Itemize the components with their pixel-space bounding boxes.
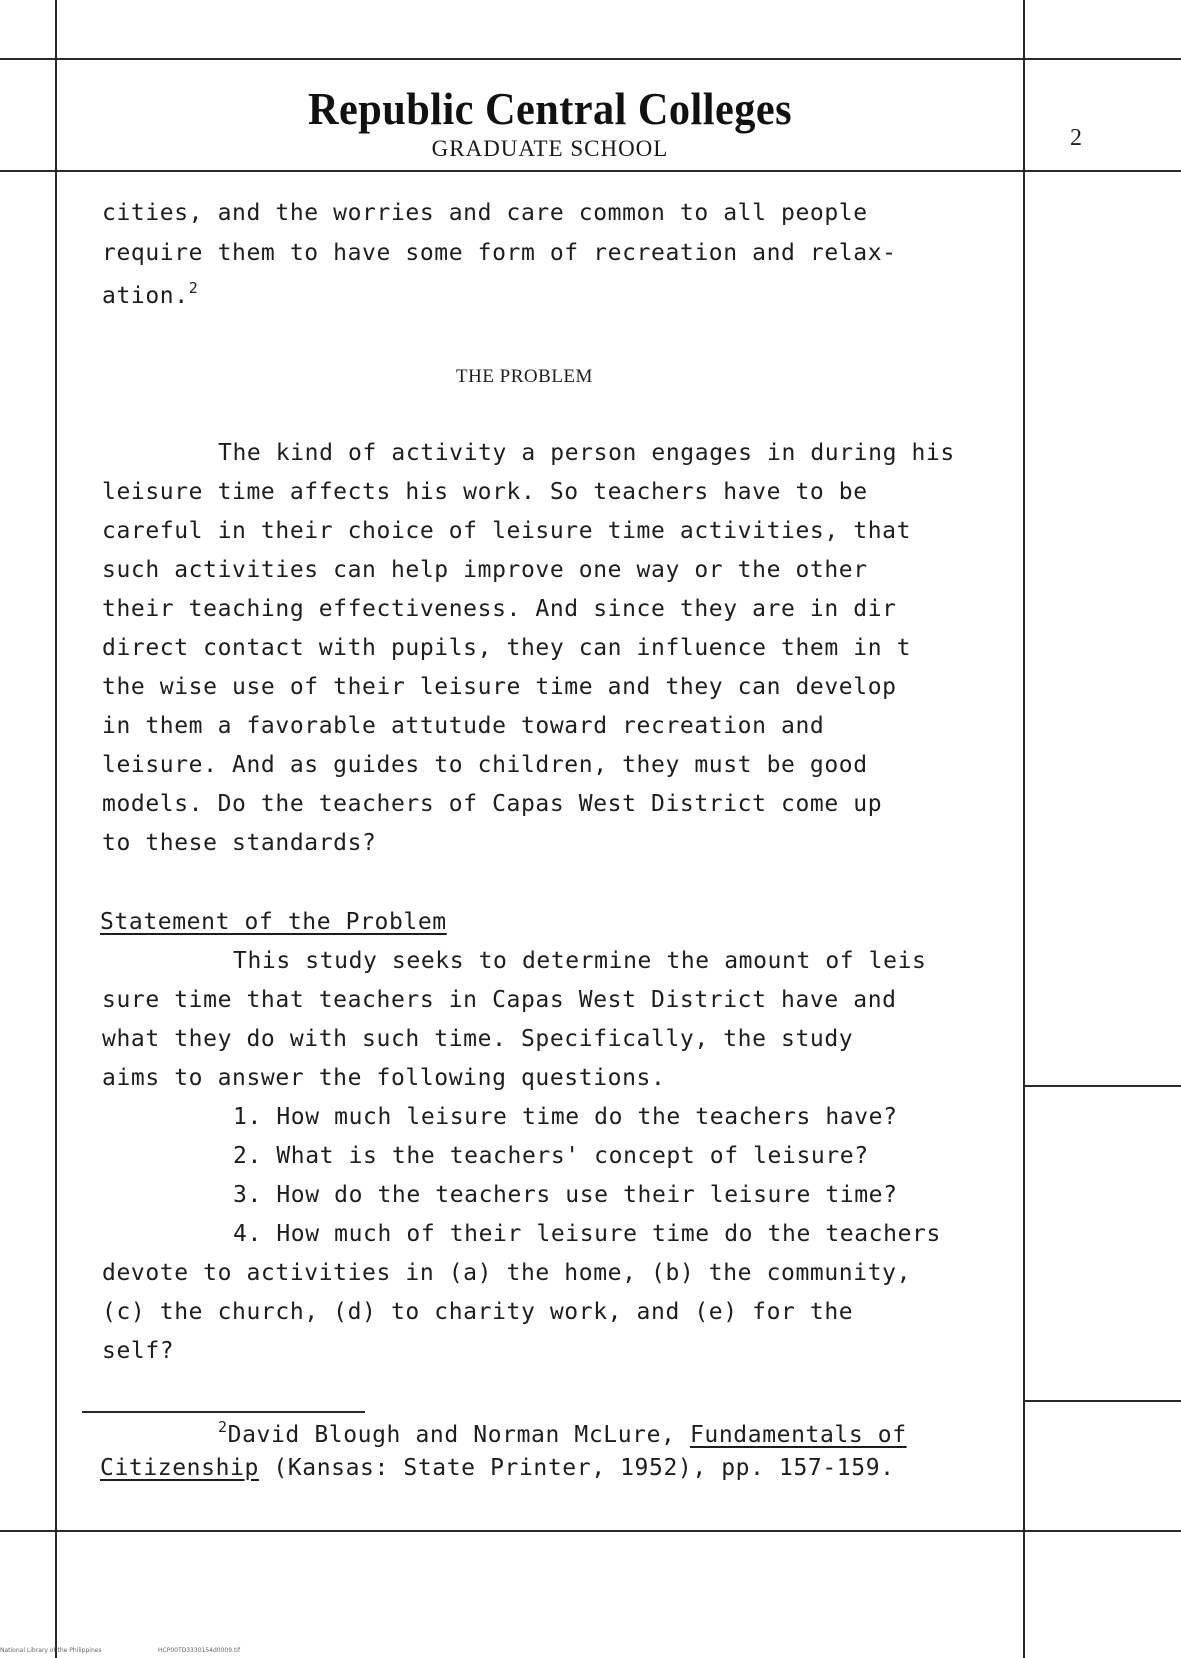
right-margin-rule-2 [1023, 1400, 1181, 1402]
graduate-school-label: GRADUATE SCHOOL [431, 136, 669, 161]
question-continuation: (c) the church, (d) to charity work, and (e) for the [102, 1299, 854, 1325]
problem-line: models. Do the teachers of Capas West District come up [102, 791, 883, 817]
intro-line-text: ation. [102, 283, 189, 309]
bottom-rule [0, 1530, 1181, 1532]
footnote-authors: David Blough and Norman McLure, [227, 1422, 690, 1448]
statement-line: sure time that teachers in Capas West District have and [102, 987, 897, 1013]
question-continuation: self? [102, 1338, 175, 1364]
problem-line: leisure. And as guides to children, they must be good [102, 752, 868, 778]
problem-line: careful in their choice of leisure time activities, that [102, 518, 912, 544]
question-item: 4. How much of their leisure time do the teachers [233, 1221, 941, 1247]
footnote-mark: 2 [218, 1418, 228, 1436]
footnote-publication: (Kansas: State Printer, 1952), pp. 157-159. [258, 1455, 895, 1481]
footnote-title-cont: Citizenship [100, 1455, 259, 1481]
intro-line: require them to have some form of recreation and relax- [102, 240, 897, 266]
footnote-ref: 2 [188, 279, 199, 297]
footnote-title: Fundamentals of [689, 1422, 907, 1448]
statement-line: aims to answer the following questions. [102, 1065, 666, 1091]
question-item: 2. What is the teachers' concept of leisure? [233, 1143, 869, 1169]
problem-line: direct contact with pupils, they can influence them in t [102, 635, 912, 661]
footnote-line-2 [100, 1455, 895, 1481]
statement-line: what they do with such time. Specifically, the study [102, 1026, 854, 1052]
problem-line: the wise use of their leisure time and they can develop [102, 674, 897, 700]
page-number: 2 [1070, 125, 1082, 151]
intro-line [102, 279, 198, 309]
problem-line: their teaching effectiveness. And since they are in dir [102, 596, 897, 622]
intro-line: cities, and the worries and care common to all people [102, 200, 868, 226]
question-item: 3. How do the teachers use their leisure time? [233, 1182, 898, 1208]
scan-file-code: HCP00TD3330154d0009.tif [158, 1647, 241, 1654]
problem-heading: THE PROBLEM [456, 366, 593, 387]
problem-line: The kind of activity a person engages in during his [218, 440, 955, 466]
problem-line: such activities can help improve one way or the other [102, 557, 868, 583]
problem-line: leisure time affects his work. So teachers have to be [102, 479, 868, 505]
library-credit: National Library of the Philippines [0, 1647, 102, 1654]
header-rule [0, 170, 1181, 172]
statement-heading: Statement of the Problem [100, 909, 447, 935]
question-item: 1. How much leisure time do the teachers have? [233, 1104, 898, 1130]
school-name: Republic Central Colleges [307, 83, 793, 134]
right-rule [1023, 0, 1025, 1658]
question-continuation: devote to activities in (a) the home, (b) the community, [102, 1260, 912, 1286]
left-rule [55, 0, 57, 1658]
footnote-line-1 [218, 1418, 907, 1448]
statement-line: This study seeks to determine the amount of leis [233, 948, 927, 974]
right-margin-rule [1023, 1085, 1181, 1087]
problem-line: to these standards? [102, 830, 377, 856]
problem-line: in them a favorable attutude toward recreation and [102, 713, 825, 739]
top-rule [0, 58, 1181, 60]
footnote-rule [82, 1411, 365, 1413]
